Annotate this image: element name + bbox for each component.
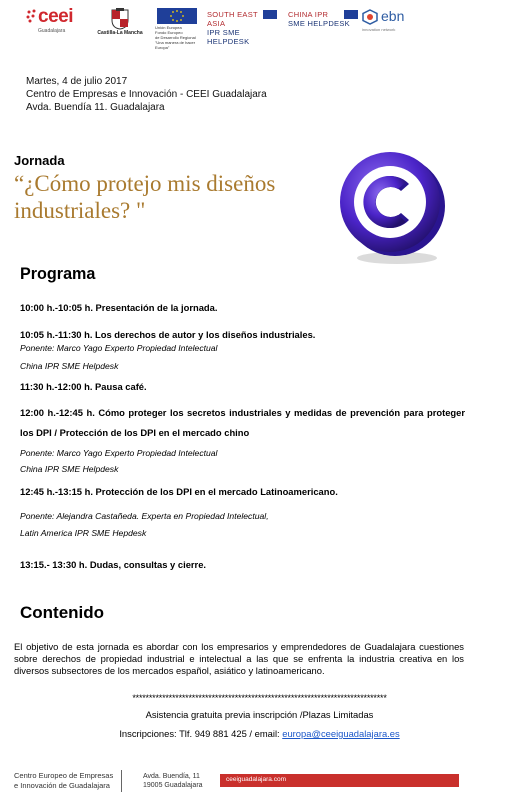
agenda-item-5-speaker: Ponente: Alejandra Castañeda. Experta en Propiedad Intelectual,	[20, 511, 269, 521]
title-line-2: industriales? "	[14, 198, 146, 223]
event-date: Martes, 4 de julio 2017	[26, 76, 128, 87]
programa-heading: Programa	[20, 264, 96, 283]
footer-divider	[121, 770, 122, 792]
agenda-item-5-org: Latin America IPR SME Hepdesk	[20, 528, 147, 538]
ebn-logo	[362, 8, 410, 36]
china-bottom-label: SME HELPDESK	[288, 19, 350, 28]
china-top-label: CHINA IPR	[288, 10, 329, 19]
eu-mini-flag-icon	[344, 10, 358, 19]
coat-of-arms-icon	[110, 8, 130, 30]
jornada-label: Jornada	[14, 153, 65, 168]
copyright-icon	[337, 150, 447, 268]
agenda-item-3: 11:30 h.-12:00 h. Pausa café.	[20, 381, 147, 392]
agenda-item-2-speaker: Ponente: Marco Yago Experto Propiedad Intelectual	[20, 343, 218, 353]
event-venue: Centro de Empresas e Innovación - CEEI Guadalajara	[26, 89, 267, 100]
registration-contact	[0, 728, 519, 739]
email-link[interactable]: europa@ceeiguadalajara.es	[282, 728, 400, 739]
sea-top-label: SOUTH EAST ASIA	[207, 10, 258, 28]
free-attendance-note: Asistencia gratuita previa inscripción /Plazas Limitadas	[145, 709, 374, 720]
ebn-wordmark: ebn	[381, 8, 405, 24]
china-helpdesk-logo	[288, 10, 358, 34]
eu-caption: Unión Europea Fondo Europeo de Desarrollo Regional "Una manera de hacer Europa"	[155, 25, 196, 50]
separator-stars: *****************************************************************************	[132, 693, 387, 703]
castilla-la-mancha-logo	[97, 8, 143, 38]
ceei-subtitle: Guadalajara	[38, 28, 66, 34]
agenda-item-4: 12:00 h.-12:45 h. Cómo proteger los secretos industriales y medidas de prevención para proteger los DPI / Protección de los DPI en el mercado chino	[20, 407, 465, 438]
footer-url-link[interactable]: ceeiguadalajara.com	[226, 776, 286, 783]
agenda-item-6: 13:15.- 13:30 h. Dudas, consultas y cierre.	[20, 559, 207, 570]
eu-mini-flag-icon	[263, 10, 277, 19]
south-east-asia-helpdesk-logo	[207, 10, 277, 46]
footer-org	[14, 771, 113, 790]
sea-bottom-label: IPR SME HELPDESK	[207, 28, 250, 46]
agenda-item-2: 10:05 h.-11:30 h. Los derechos de autor y los diseños industriales.	[20, 329, 316, 340]
contenido-paragraph: El objetivo de esta jornada es abordar con los empresarios y emprendedores de Guadalajara cuestiones sobre derechos de propiedad industrial e intelectual a las que se enfrenta la industria creativa en los diversos subsectores de los mercados español, asiático y latinoamericano.	[14, 641, 464, 676]
ceei-wordmark: ceei	[38, 6, 73, 27]
agenda-item-4-speaker: Ponente: Marco Yago Experto Propiedad Intelectual	[20, 448, 218, 458]
contenido-heading: Contenido	[20, 603, 105, 622]
agenda-item-2-org: China IPR SME Helpdesk	[20, 361, 119, 371]
event-street: Avda. Buendía 11. Guadalajara	[26, 102, 165, 113]
agenda-item-5: 12:45 h.-13:15 h. Protección de los DPI en el mercado Latinoamericano.	[20, 486, 338, 497]
eu-flag-icon	[157, 8, 197, 24]
ebn-subtitle: innovation network	[362, 27, 396, 32]
footer-org-line-1: Centro Europeo de Empresas	[14, 771, 114, 780]
footer-address-line-2: 19005 Guadalajara	[143, 782, 203, 789]
title-line-1: “¿Cómo protejo mis diseños	[14, 171, 276, 196]
ebn-hexagon-icon	[362, 9, 378, 25]
contact-prefix: Inscripciones: Tlf. 949 881 425 / email:	[119, 728, 283, 739]
agenda-item-1: 10:00 h.-10:05 h. Presentación de la jornada.	[20, 302, 218, 313]
footer-address	[143, 772, 203, 790]
ceei-logo	[26, 6, 78, 36]
ceei-dots-icon	[26, 9, 38, 23]
event-title	[14, 170, 334, 224]
agenda-item-4-org: China IPR SME Helpdesk	[20, 464, 119, 474]
footer-org-line-2: e Innovación de Guadalajara	[14, 780, 110, 790]
clm-label: Castilla-La Mancha	[97, 30, 143, 36]
footer-address-line-1: Avda. Buendía, 11	[143, 773, 200, 780]
eu-logo	[155, 8, 199, 50]
event-details	[26, 75, 267, 114]
